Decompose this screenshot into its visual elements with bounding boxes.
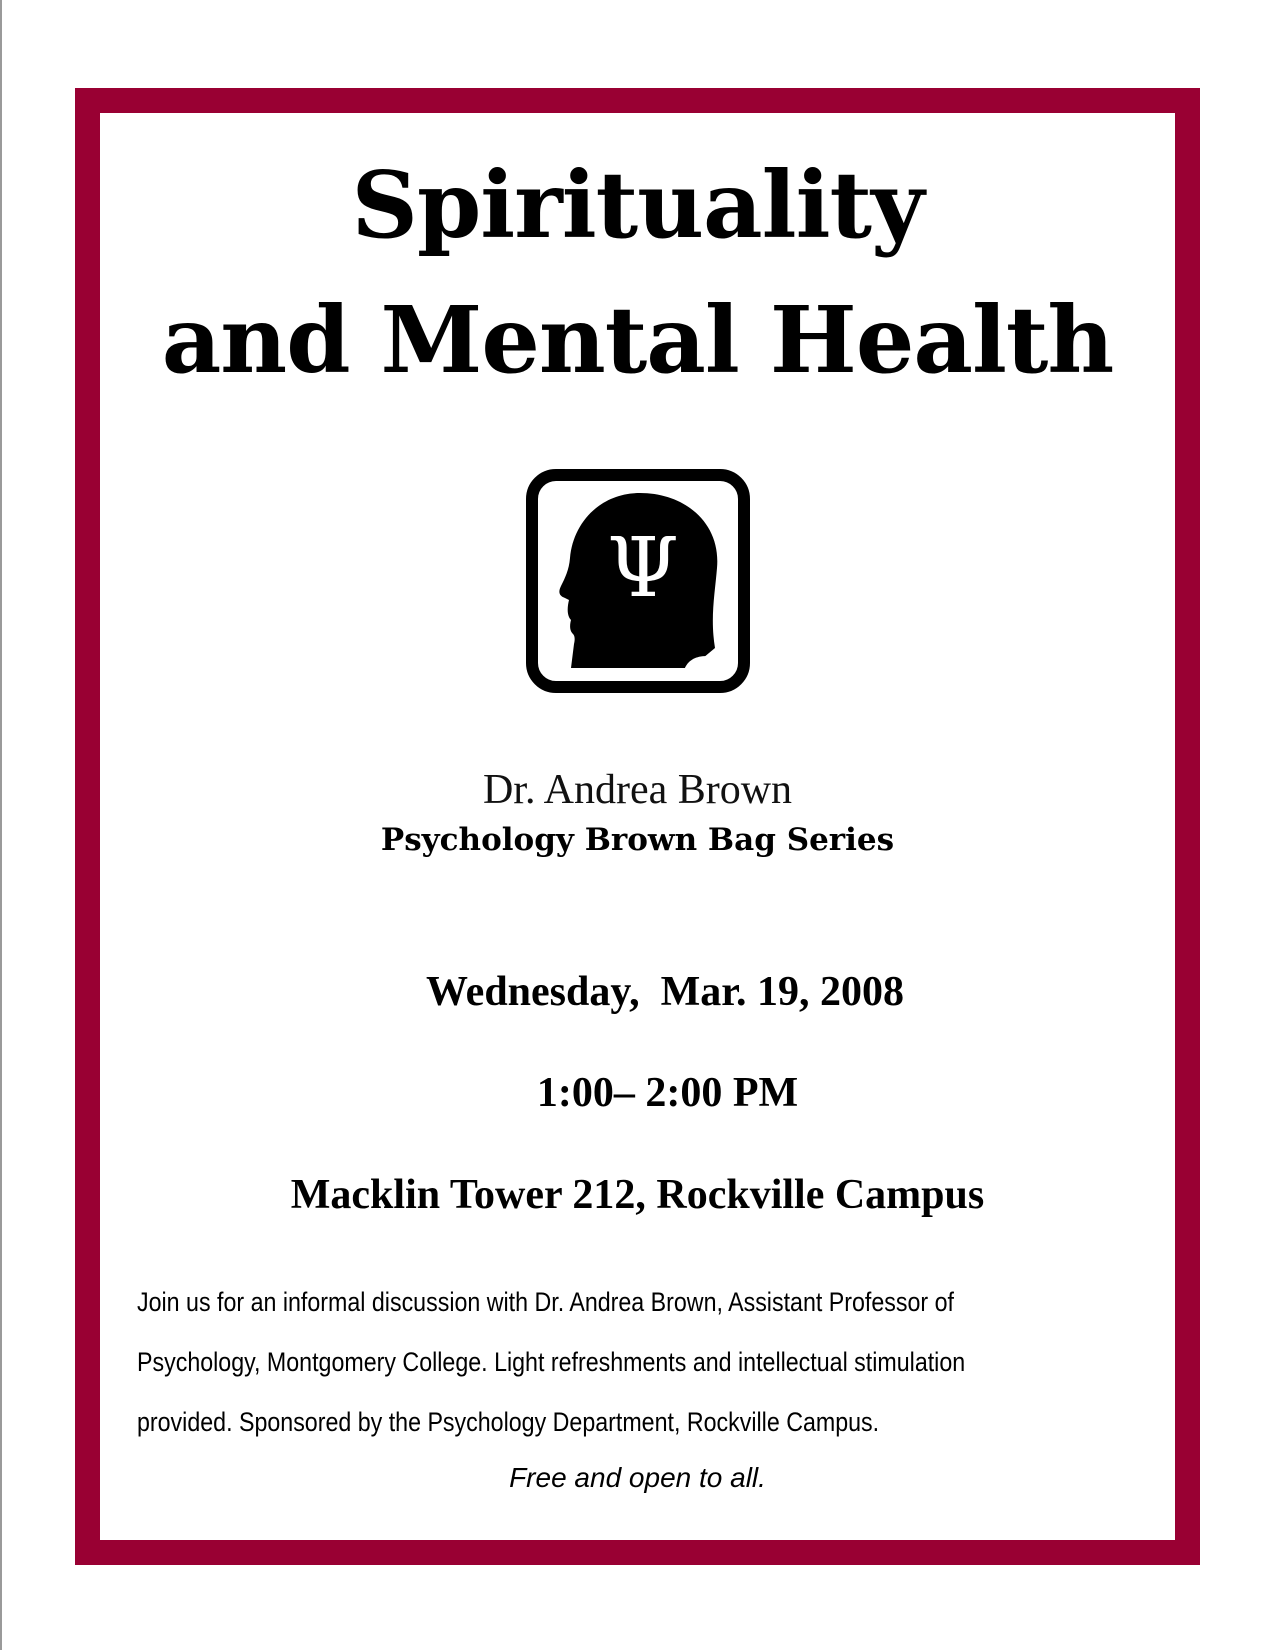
event-date: Wednesday, Mar. 19, 2008 xyxy=(426,969,904,1015)
event-description: Join us for an informal discussion with Dr. Andrea Brown, Assistant Professor of Psychology, Montgomery College. Light refreshments and intellectual stimulation provided. Sponsored by the Psychology Department, Rockville Campus. xyxy=(137,1287,966,1437)
poster-title-line-1: Spirituality xyxy=(351,151,924,259)
poster-title-line-2: and Mental Health xyxy=(161,286,1114,394)
svg-text:Ψ: Ψ xyxy=(607,521,679,616)
event-location: Macklin Tower 212, Rockville Campus xyxy=(290,1172,985,1218)
event-time: 1:00– 2:00 PM xyxy=(536,1070,799,1116)
series-name: Psychology Brown Bag Series xyxy=(380,822,895,858)
speaker-name: Dr. Andrea Brown xyxy=(482,767,793,813)
admission-note: Free and open to all. xyxy=(509,1462,766,1493)
psi-head-icon xyxy=(525,468,751,694)
